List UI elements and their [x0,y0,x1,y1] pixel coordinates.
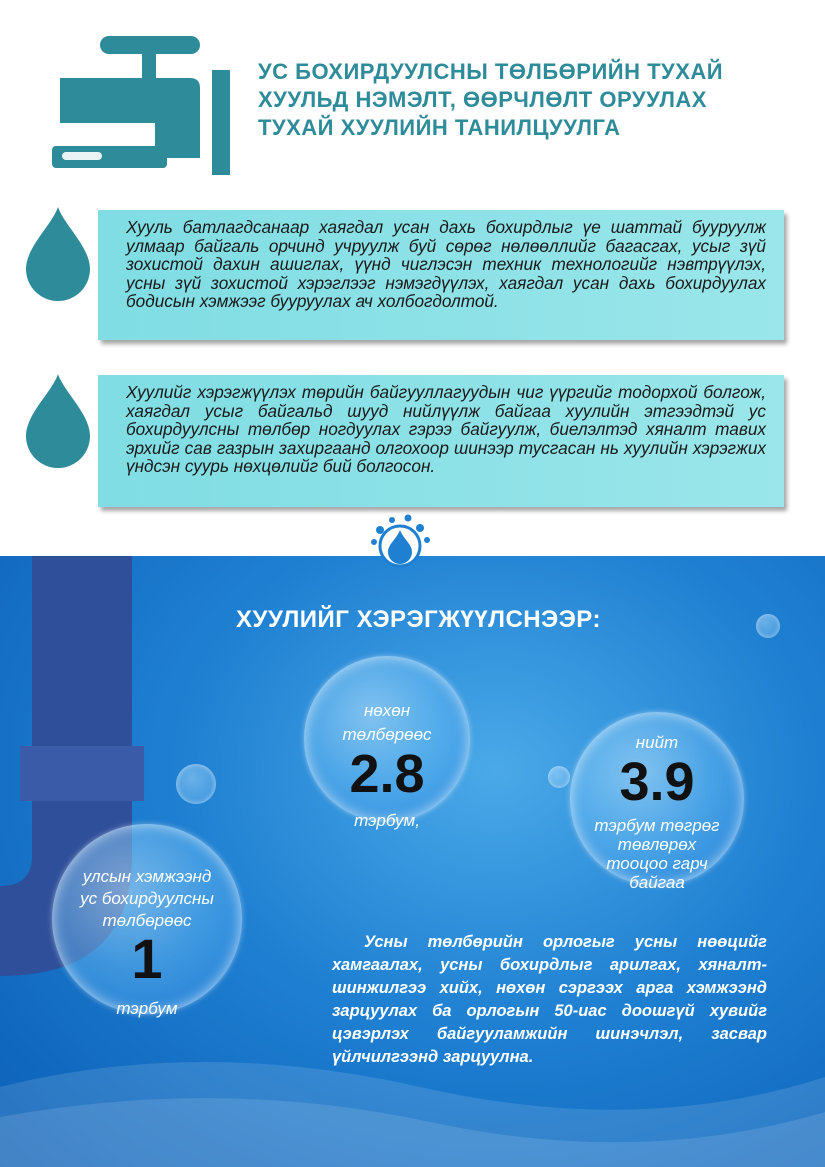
title-line: ТУХАЙ ХУУЛИЙН ТАНИЛЦУУЛГА [258,115,621,140]
decorative-bubble [756,614,780,638]
bubble-unit: төвлөрөх [617,835,697,854]
bubble-value: 3.9 [619,752,695,812]
bubble-value: 1 [131,927,163,990]
bubble-compensation [304,656,470,830]
bubble-value: 2.8 [349,744,425,804]
info-text: Хууль батлагдсанаар хаягдал усан дахь бохирдлыг үе шаттай бууруулж улмаар байгаль орчинд учруулж буй сөрөг нөлөөллийг багасгах, усыг зүй зохистой дахин ашиглах, үүнд чиглэсэн техник технологийг нэвтрүүлэх, усны зүй зохистой хэрэглээг нэмэгдүүлэх, хаягдал усан дахь бохирдуулах бодисын хэмжээг бууруулах ач холбогдолтой. [126,217,766,312]
bubble-unit: тооцоо гарч [606,854,708,873]
top-section [0,0,825,540]
title-line: УС БОХИРДУУЛСНЫ ТӨЛБӨРИЙН ТУХАЙ [258,59,724,84]
bubble-label: нийт [635,733,679,752]
section-heading: ХУУЛИЙГ ХЭРЭГЖҮҮЛСНЭЭР: [236,606,601,633]
bubble-label: төлбөрөөс [102,911,192,930]
info-box [98,375,784,507]
water-drop-icon [22,372,94,472]
bubble-unit: тэрбум төгрөг [594,816,720,835]
water-drop-icon [22,205,94,305]
bubble-total [570,712,744,892]
bubble-unit: тэрбум [116,999,178,1018]
footer-paragraph: Усны төлбөрийн орлогыг усны нөөцийг хамгаалах, усны бохирдлыг арилгах, хяналт-шинжилгээ хийх, нөхөн сэргээх арга хэмжээнд зарцуулах ба орлогын 50-иас доошгүй хувийг цэвэрлэх байгууламжийн шинэчлэл, засвар үйлчилгээнд зарцуулна. [332,933,767,1066]
title-line: ХУУЛЬД НЭМЭЛТ, ӨӨРЧЛӨЛТ ОРУУЛАХ [258,87,707,112]
info-box [98,210,784,340]
bubble-label: нөхөн [363,701,411,720]
page-title [258,58,798,142]
info-text: Хуулийг хэрэгжүүлэх төрийн байгууллагуудын чиг үүргийг тодорхой болгож, хаягдал усыг байгальд шууд нийлүүлж байгаа хуулийн этгээдтэй ус бохирдуулсны төлбөр ногдуулах гэрээ байгуулж, биелэлтэд хяналт тавих эрхийг сав газрын захиргаанд олгохоор шинээр тусгасан нь хуулийн хэрэгжих үндсэн суурь нөхцөлийг бий болгосон. [126,382,766,477]
decorative-bubble [176,764,216,804]
bubble-unit: байгаа [629,873,685,892]
water-faucet-icon [40,28,250,188]
bubble-label: төлбөрөөс [342,725,432,744]
water-drop-splash-icon [360,512,440,572]
bubble-unit: тэрбум, [354,811,420,830]
bottom-section [0,556,825,1167]
bubble-label: улсын хэмжээнд [82,867,212,886]
decorative-bubble [548,766,570,788]
bubble-label: ус бохирдуулсны [80,889,214,908]
bubble-national [52,824,242,1018]
